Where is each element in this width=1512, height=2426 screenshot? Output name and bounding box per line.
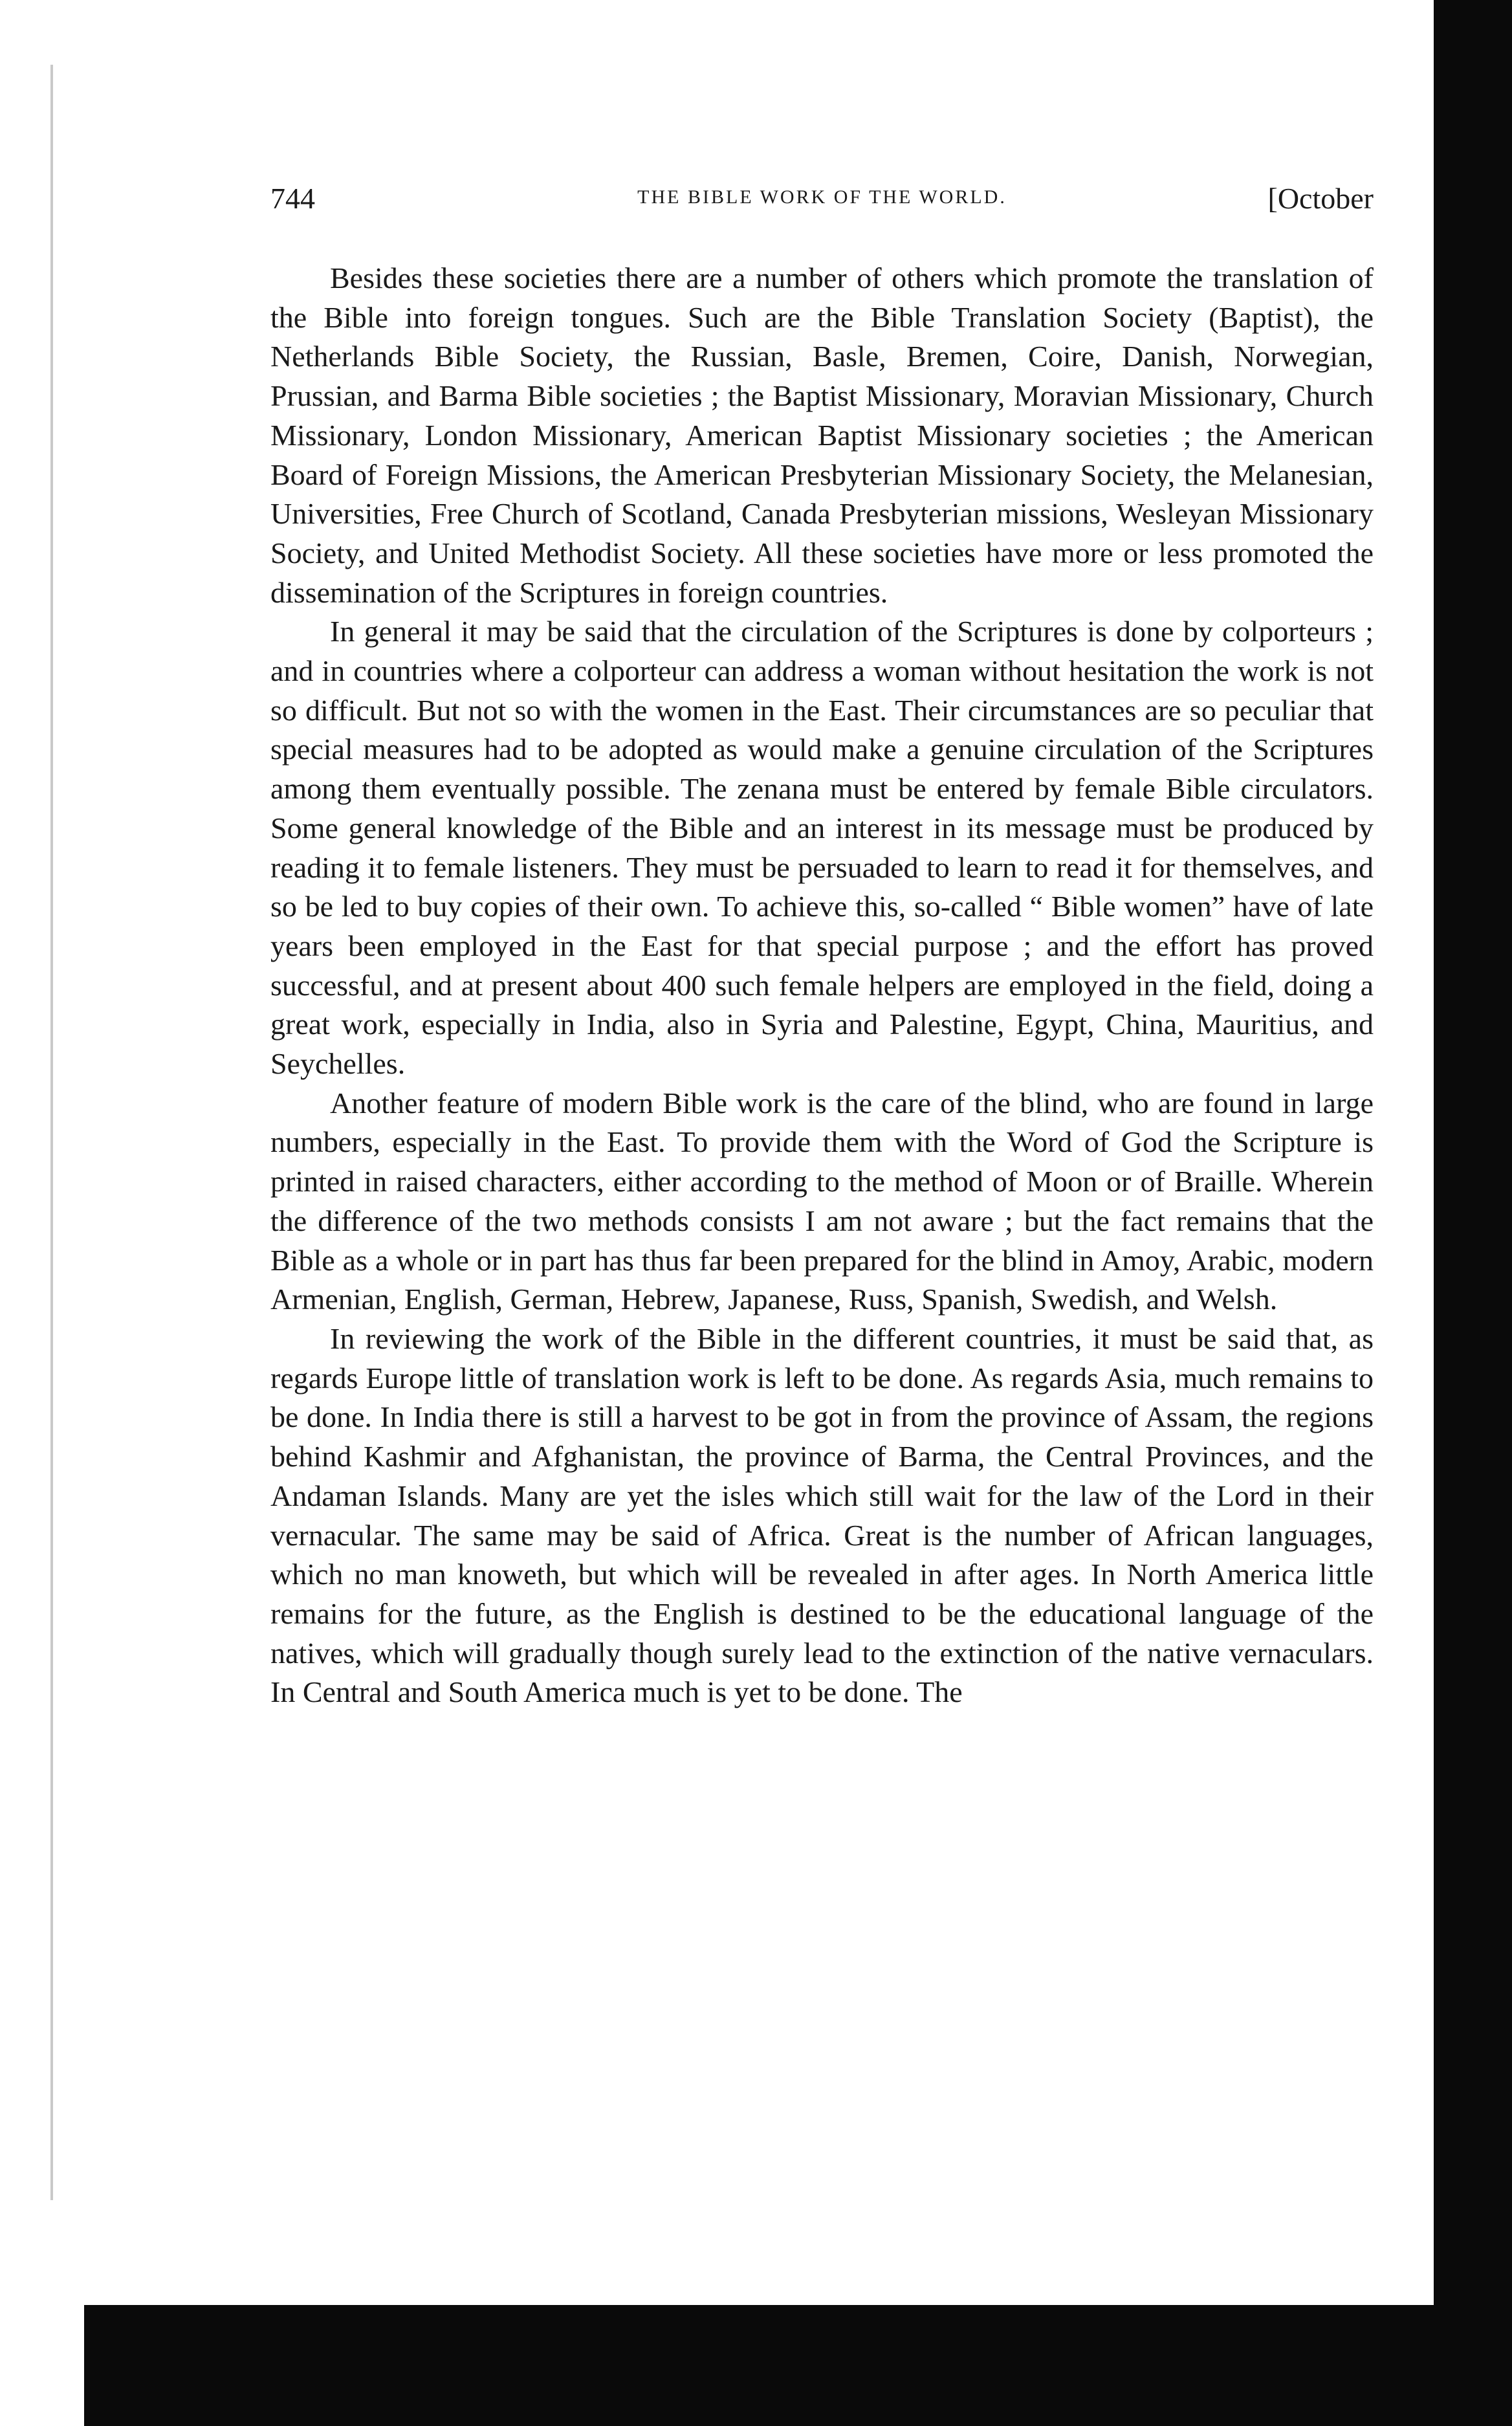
header-month: [October	[1267, 182, 1374, 215]
paragraph-1: Besides these societies there are a number of others which promote the translation of the Bible into foreign tongues. Such are the Bible Translation Society (Baptist), the Netherlands Bible Society, the Russian, Basle, Bremen, Coire, Danish, Norwegian, Prussian, and Barma Bible societies ; the Baptist Missionary, Moravian Missionary, Church Missionary, London Missionary, American Baptist Missionary societies ; the American Board of Foreign Missions, the American Presbyterian Missionary Society, the Melanesian, Universities, Free Church of Scotland, Canada Presbyterian missions, Wesleyan Missionary Society, and United Methodist Society. All these societies have more or less promoted the dissemination of the Scriptures in foreign countries.	[270, 261, 1374, 609]
running-header	[270, 162, 1374, 214]
paragraph-3: Another feature of modern Bible work is the care of the blind, who are found in large numbers, especially in the East. To provide them with the Word of God the Scripture is printed in raised characters, either according to the method of Moon or of Braille. Wherein the difference of the two methods consists I am not aware ; but the fact remains that the Bible as a whole or in part has thus far been prepared for the blind in Amoy, Arabic, modern Armenian, English, German, Hebrew, Japanese, Russ, Spanish, Swedish, and Welsh.	[270, 1086, 1374, 1316]
running-title: THE BIBLE WORK OF THE WORLD.	[637, 186, 1007, 208]
right-scan-border	[1434, 0, 1512, 2426]
paragraph-2: In general it may be said that the circulation of the Scriptures is done by colporteurs ; and in countries where a colporteur can address a woman without hesitation the work is not so difficult. But not so with the women in the East. Their circumstances are so peculiar that special measures had to be adopted as would make a genuine circulation of the Scriptures among them eventually possible. The zenana must be entered by female Bible circulators. Some general knowledge of the Bible and an interest in its message must be produced by reading it to female listeners. They must be persuaded to learn to read it for themselves, and so be led to buy copies of their own. To achieve this, so-called “ Bible women” have of late years been employed in the East for that special purpose ; and the effort has proved successful, and at present about 400 such female helpers are employed in the field, doing a great work, especially in India, also in Syria and Palestine, Egypt, China, Mauritius, and Seychelles.	[270, 615, 1374, 1081]
body-text	[270, 259, 1374, 1712]
bottom-scan-border	[84, 2305, 1443, 2426]
paragraph-4: In reviewing the work of the Bible in the different countries, it must be said that, as regards Europe little of translation work is left to be done. As regards Asia, much remains to be done. In India there is still a harvest to be got in from the province of Assam, the regions behind Kashmir and Afghanistan, the province of Barma, the Central Provinces, and the Andaman Islands. Many are yet the isles which still wait for the law of the Lord in their vernacular. The same may be said of Africa. Great is the number of African languages, which no man knoweth, but which will be revealed in after ages. In North America little remains for the future, as the English is destined to be the educational language of the natives, which will gradually though surely lead to the extinction of the native vernaculars. In Central and South America much is yet to be done. The	[270, 1321, 1374, 1709]
left-page-edge	[50, 65, 53, 2200]
book-page	[270, 162, 1374, 1712]
page-number: 744	[270, 182, 315, 215]
